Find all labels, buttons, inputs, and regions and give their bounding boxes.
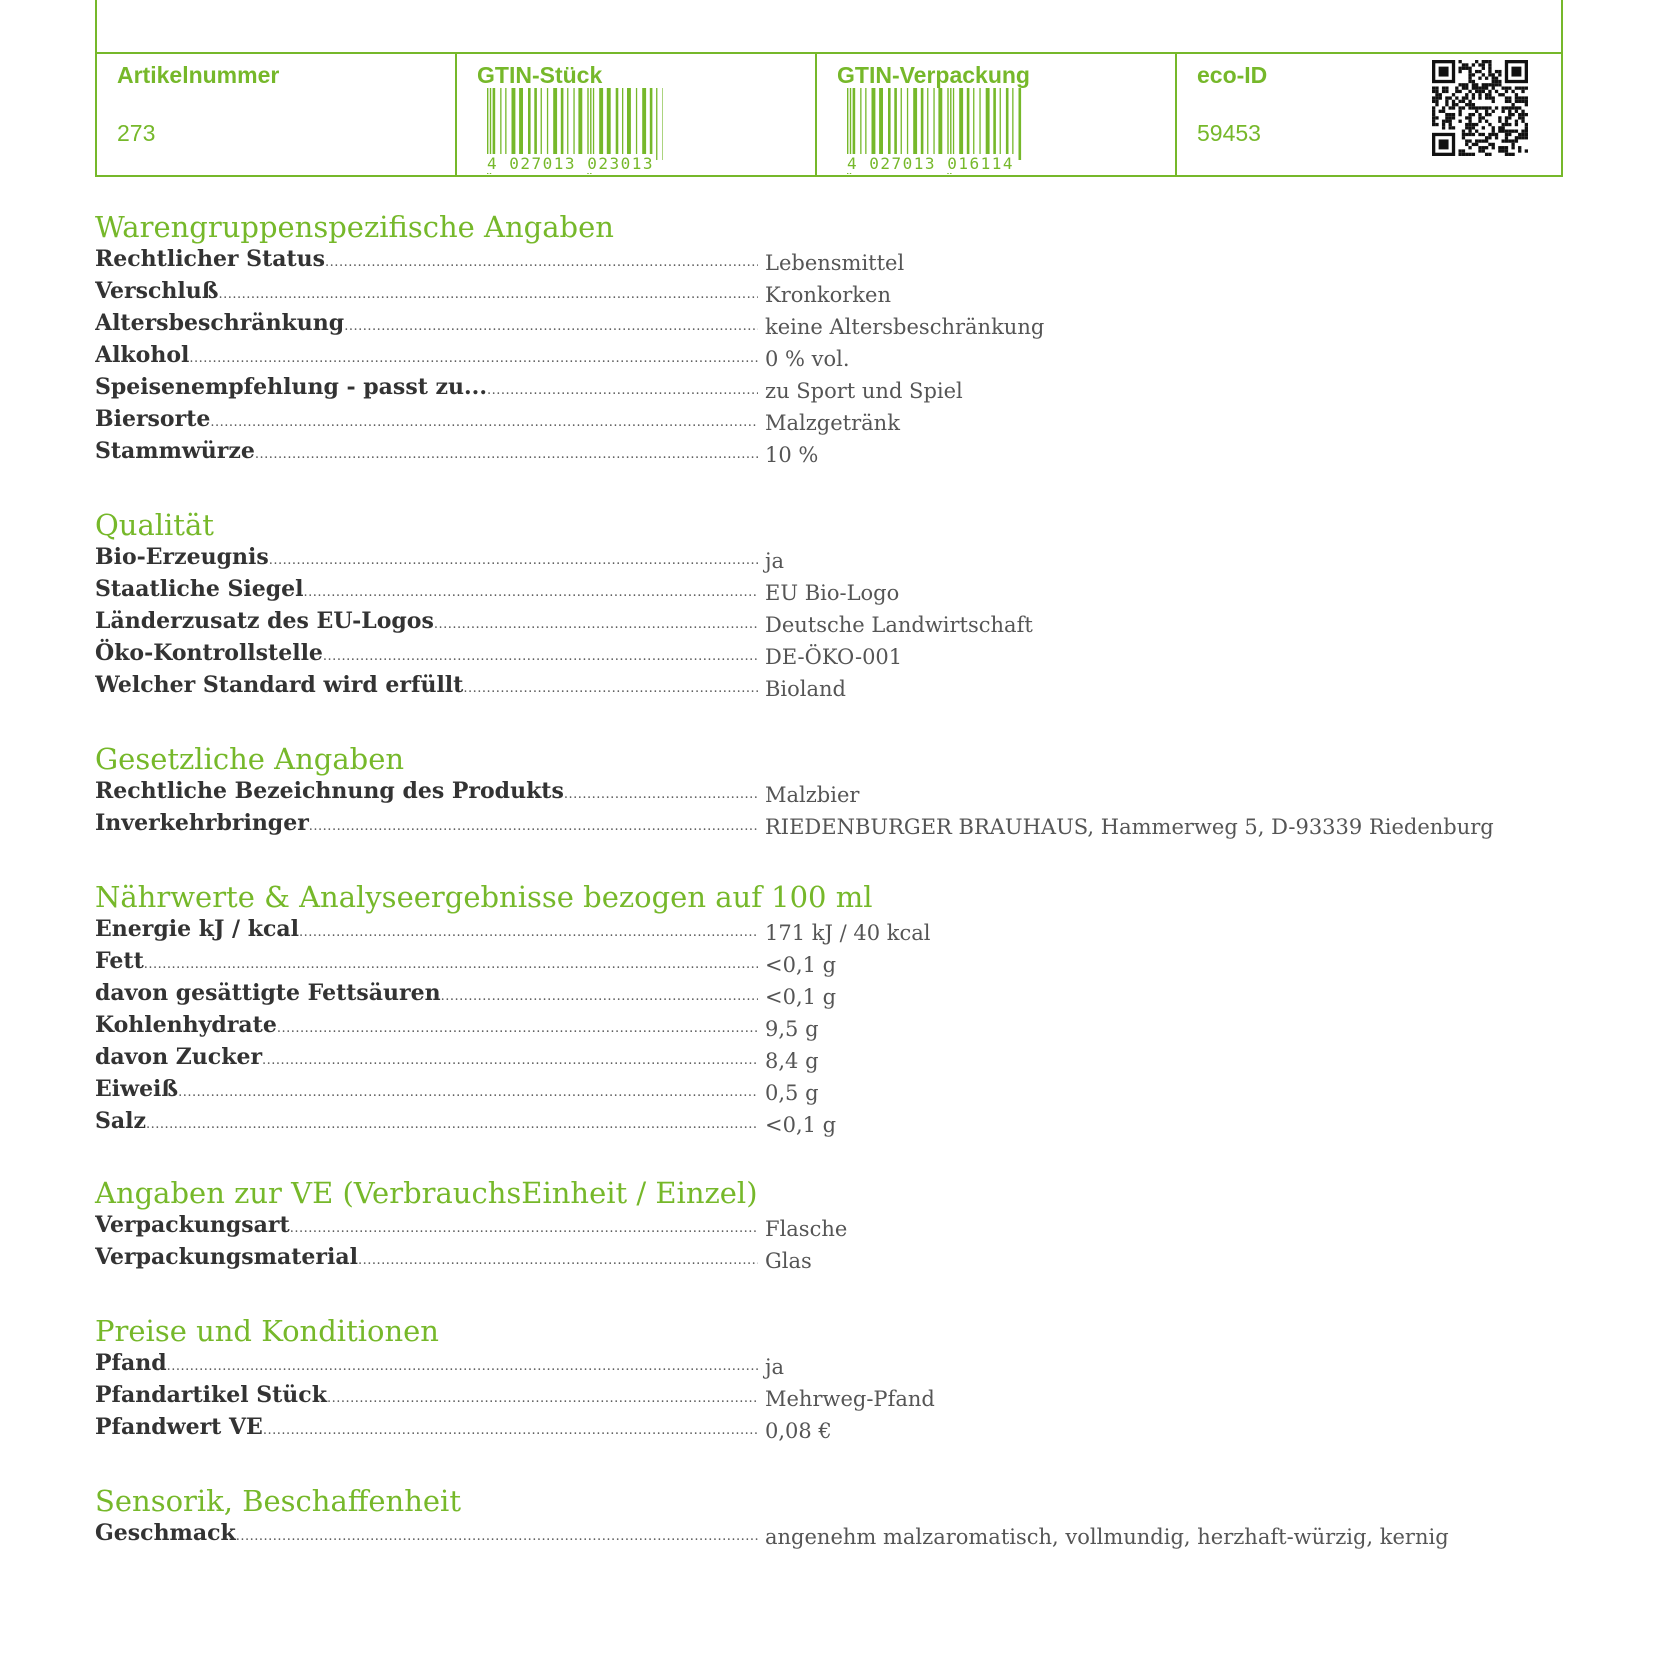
spec-value: 9,5 g	[765, 1017, 819, 1041]
spec-row	[95, 1010, 1495, 1042]
spec-value: Mehrweg-Pfand	[765, 1387, 935, 1411]
spec-label: Öko-Kontrollstelle .....	[95, 638, 758, 670]
gtin-verpackung-label: GTIN-Verpackung	[837, 62, 1030, 88]
section-title: Sensorik, Beschaffenheit	[95, 1484, 461, 1518]
spec-row	[95, 340, 1495, 372]
spec-value: Lebensmittel	[765, 251, 905, 275]
spec-value: 0 % vol.	[765, 347, 850, 371]
section	[95, 880, 1495, 1138]
spec-label: Welcher Standard wird erfüllt .....	[95, 670, 758, 702]
gtin-stueck-label: GTIN-Stück	[477, 62, 603, 88]
spec-label: davon Zucker .....	[95, 1042, 758, 1074]
gtin-verpackung-cell	[817, 54, 1177, 175]
section	[95, 1314, 1495, 1444]
spec-row	[95, 1042, 1495, 1074]
eco-id-value: 59453	[1197, 120, 1261, 146]
spec-value: 10 %	[765, 443, 819, 467]
eco-id-cell	[1177, 54, 1561, 175]
spec-value: 0,08 €	[765, 1419, 832, 1443]
spec-value: <0,1 g	[765, 953, 837, 977]
spec-row	[95, 1242, 1495, 1274]
spec-value: EU Bio-Logo	[765, 581, 900, 605]
section-title: Angaben zur VE (VerbrauchsEinheit / Einzel)	[95, 1176, 758, 1210]
spec-label: Pfandwert VE .....	[95, 1412, 758, 1444]
spec-label: Verschluß .....	[95, 276, 758, 308]
spec-label: Stammwürze .....	[95, 436, 758, 468]
spec-row	[95, 1210, 1495, 1242]
spec-row	[95, 1348, 1495, 1380]
spec-row	[95, 776, 1495, 808]
spec-label: davon gesättigte Fettsäuren .....	[95, 978, 758, 1010]
spec-value: RIEDENBURGER BRAUHAUS, Hammerweg 5, D-93339 Riedenburg	[765, 815, 1494, 839]
section-title: Warengruppenspezifische Angaben	[95, 210, 614, 244]
spec-row	[95, 978, 1495, 1010]
spec-value: 171 kJ / 40 kcal	[765, 921, 931, 945]
spec-label: Länderzusatz des EU-Logos .....	[95, 606, 758, 638]
spec-label: Rechtliche Bezeichnung des Produkts .....	[95, 776, 758, 808]
spec-value: Deutsche Landwirtschaft	[765, 613, 1033, 637]
spec-row	[95, 914, 1495, 946]
spec-value: <0,1 g	[765, 1113, 837, 1137]
spec-label: Bio-Erzeugnis .....	[95, 542, 758, 574]
spec-value: DE-ÖKO-001	[765, 645, 903, 669]
spec-label: Rechtlicher Status .....	[95, 244, 758, 276]
spec-value: Glas	[765, 1249, 812, 1273]
section-title: Nährwerte & Analyseergebnisse bezogen auf 100 ml	[95, 880, 873, 914]
spec-label: Inverkehrbringer .....	[95, 808, 758, 840]
qr-code-icon[interactable]	[1432, 60, 1528, 156]
section	[95, 742, 1495, 840]
spec-row	[95, 670, 1495, 702]
spec-row	[95, 1106, 1495, 1138]
spec-value: Flasche	[765, 1217, 848, 1241]
spec-label: Biersorte .....	[95, 404, 758, 436]
spec-value: Kronkorken	[765, 283, 891, 307]
gtin-stueck-cell	[457, 54, 817, 175]
spec-value: angenehm malzaromatisch, vollmundig, herzhaft-würzig, kernig	[765, 1525, 1449, 1549]
section-title: Preise und Konditionen	[95, 1314, 439, 1348]
spec-label: Geschmack .....	[95, 1518, 758, 1550]
eco-id-label: eco-ID	[1197, 62, 1268, 88]
spec-row	[95, 1412, 1495, 1444]
section-title: Qualität	[95, 508, 214, 542]
spec-label: Verpackungsmaterial .....	[95, 1242, 758, 1274]
section	[95, 210, 1495, 468]
spec-label: Pfandartikel Stück .....	[95, 1380, 758, 1412]
section-title: Gesetzliche Angaben	[95, 742, 405, 776]
spec-row	[95, 574, 1495, 606]
spec-row	[95, 372, 1495, 404]
artikelnummer-label: Artikelnummer	[117, 62, 280, 88]
section	[95, 508, 1495, 702]
spec-row	[95, 1074, 1495, 1106]
spec-row	[95, 946, 1495, 978]
spec-label: Salz .....	[95, 1106, 758, 1138]
spec-label: Staatliche Siegel .....	[95, 574, 758, 606]
spec-label: Alkohol .....	[95, 340, 758, 372]
spec-label: Energie kJ / kcal .....	[95, 914, 758, 946]
spec-label: Kohlenhydrate .....	[95, 1010, 758, 1042]
artikelnummer-value: 273	[117, 120, 156, 146]
spec-row	[95, 436, 1495, 468]
spec-value: zu Sport und Spiel	[765, 379, 963, 403]
spec-row	[95, 404, 1495, 436]
spec-row	[95, 638, 1495, 670]
gtin-stueck-digits: 4 027013 023013	[487, 154, 654, 173]
spec-value: ja	[765, 549, 785, 573]
spec-row	[95, 276, 1495, 308]
spec-value: <0,1 g	[765, 985, 837, 1009]
spec-value: 8,4 g	[765, 1049, 819, 1073]
section	[95, 1484, 1495, 1550]
spec-label: Eiweiß .....	[95, 1074, 758, 1106]
spec-value: Bioland	[765, 677, 846, 701]
spec-value: 0,5 g	[765, 1081, 819, 1105]
spec-label: Speisenempfehlung - passt zu... .....	[95, 372, 758, 404]
artikelnummer-cell	[97, 54, 457, 175]
section	[95, 1176, 1495, 1274]
spec-label: Pfand .....	[95, 1348, 758, 1380]
product-header-box	[95, 0, 1563, 177]
spec-label: Fett .....	[95, 946, 758, 978]
spec-row	[95, 308, 1495, 340]
spec-label: Altersbeschränkung .....	[95, 308, 758, 340]
spec-label: Verpackungsart .....	[95, 1210, 758, 1242]
spec-row	[95, 244, 1495, 276]
spec-row	[95, 808, 1495, 840]
gtin-verpackung-digits: 4 027013 016114	[847, 154, 1014, 173]
spec-row	[95, 542, 1495, 574]
spec-row	[95, 1518, 1495, 1550]
spec-row	[95, 606, 1495, 638]
spec-value: ja	[765, 1355, 785, 1379]
spec-value: Malzgetränk	[765, 411, 900, 435]
spec-value: Malzbier	[765, 783, 860, 807]
spec-row	[95, 1380, 1495, 1412]
spec-value: keine Altersbeschränkung	[765, 315, 1045, 339]
product-id-row	[97, 52, 1561, 175]
